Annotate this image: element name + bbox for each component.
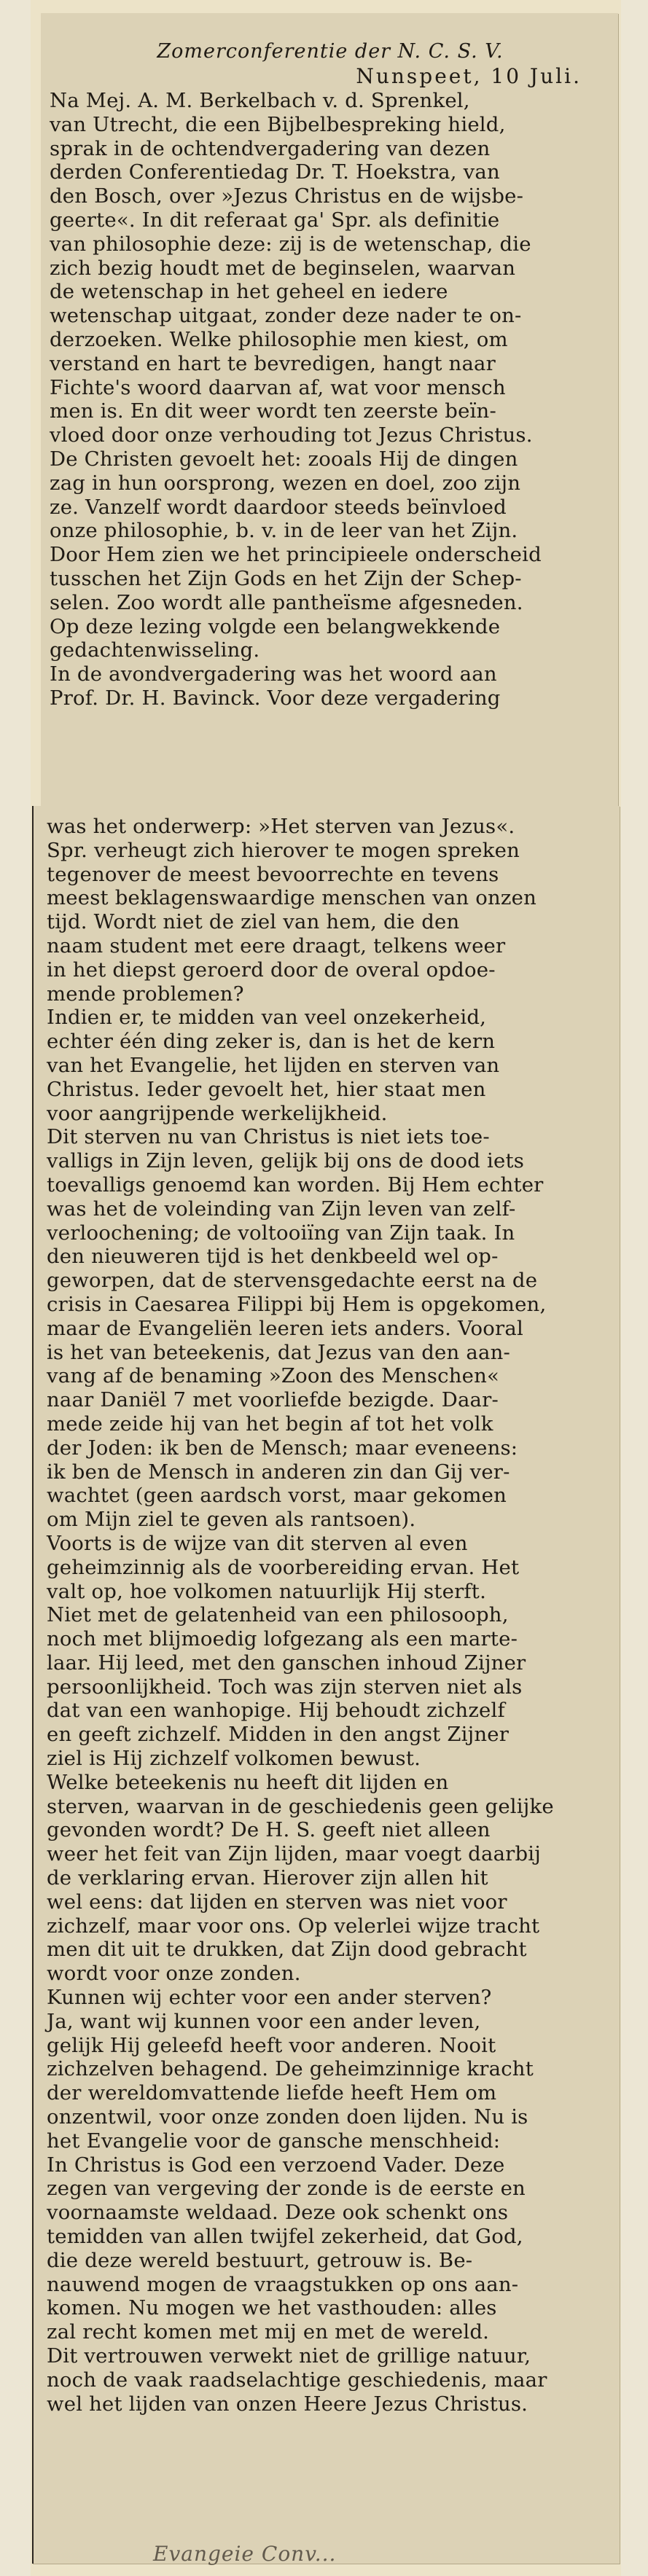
text-line: sterven, waarvan in de geschiedenis geen gelijke bbox=[47, 1794, 554, 1818]
text-line: crisis in Caesarea Filippi bij Hem is opgekomen, bbox=[47, 1292, 547, 1316]
text-line: tegenover de meest bevoorrechte en tevens bbox=[47, 862, 499, 886]
text-line: Prof. Dr. H. Bavinck. Voor deze vergadering bbox=[50, 686, 501, 710]
clipping-bottom-text bbox=[34, 806, 620, 2416]
text-line: maar de Evangeliën leeren iets anders. Vooral bbox=[47, 1316, 523, 1340]
text-line: geerte«. In dit referaat ga' Spr. als definitie bbox=[50, 208, 500, 232]
text-line: men dit uit te drukken, dat Zijn dood gebracht bbox=[47, 1938, 527, 1962]
text-line: onze philosophie, b. v. in de leer van het Zijn. bbox=[50, 519, 518, 543]
text-line: toevalligs genoemd kan worden. Bij Hem echter bbox=[47, 1172, 544, 1197]
text-line: zegen van vergeving der zonde is de eerste en bbox=[47, 2177, 526, 2201]
article-part-1 bbox=[50, 89, 611, 710]
text-line: in het diepst geroerd door de overal opdoe- bbox=[47, 958, 496, 982]
text-line: tusschen het Zijn Gods en het Zijn der Schep- bbox=[50, 566, 522, 590]
text-line: persoonlijkheid. Toch was zijn sterven niet als bbox=[47, 1675, 523, 1699]
text-line: wachtet (geen aardsch vorst, maar gekomen bbox=[47, 1484, 507, 1508]
text-line: wel eens: dat lijden en sterven was niet voor bbox=[47, 1890, 507, 1914]
text-line: is het van beteekenis, dat Jezus van den aan- bbox=[47, 1340, 510, 1364]
text-line: naar Daniël 7 met voorliefde bezigde. Daar- bbox=[47, 1388, 499, 1412]
text-line: sprak in de ochtendvergadering van dezen bbox=[50, 136, 491, 160]
text-line: ze. Vanzelf wordt daardoor steeds beïnvloed bbox=[50, 495, 507, 519]
text-line: wel het lijden van onzen Heere Jezus Christus. bbox=[47, 2392, 528, 2416]
text-line: Kunnen wij echter voor een ander sterven? bbox=[47, 1986, 492, 2010]
text-line: Op deze lezing volgde een belangwekkende bbox=[50, 614, 501, 638]
text-line: zichzelf, maar voor ons. Op velerlei wijze tracht bbox=[47, 1914, 540, 1938]
text-line: noch met blijmoedig lofgezang als een marte- bbox=[47, 1627, 518, 1651]
text-line: temidden van allen twijfel zekerheid, dat God, bbox=[47, 2225, 523, 2249]
text-line: geworpen, dat de stervensgedachte eerst na de bbox=[47, 1269, 538, 1293]
text-line: Welke beteekenis nu heeft dit lijden en bbox=[47, 1770, 449, 1794]
text-line: wordt voor onze zonden. bbox=[47, 1962, 301, 1986]
text-line: van Utrecht, die een Bijbelbespreking hield, bbox=[50, 112, 506, 136]
text-line: verloochening; de voltooiïng van Zijn taak. In bbox=[47, 1221, 515, 1245]
text-line: van het Evangelie, het lijden en sterven van bbox=[47, 1053, 500, 1077]
text-line: zich bezig houdt met de beginselen, waarvan bbox=[50, 256, 516, 280]
text-line: Dit sterven nu van Christus is niet iets toe- bbox=[47, 1125, 490, 1149]
text-line: De Christen gevoelt het: zooals Hij de dingen bbox=[50, 447, 518, 471]
text-line: vloed door onze verhouding tot Jezus Christus. bbox=[50, 423, 533, 447]
text-line: Niet met de gelatenheid van een philosooph, bbox=[47, 1603, 509, 1627]
text-line: tijd. Wordt niet de ziel van hem, die den bbox=[47, 910, 460, 934]
text-line: der wereldomvattende liefde heeft Hem om bbox=[47, 2081, 497, 2105]
clipping-bottom bbox=[32, 806, 620, 2564]
text-line: ik ben de Mensch in anderen zin dan Gij ver- bbox=[47, 1460, 510, 1484]
article-part-2 bbox=[47, 815, 612, 2416]
text-line: gelijk Hij geleefd heeft voor anderen. Nooit bbox=[47, 2033, 496, 2057]
text-line: meest beklagenswaardige menschen van onzen bbox=[47, 886, 536, 910]
text-line: valt op, hoe volkomen natuurlijk Hij sterft. bbox=[47, 1579, 487, 1603]
text-line: den Bosch, over »Jezus Christus en de wijsbe- bbox=[50, 184, 524, 208]
text-line: weer het feit van Zijn lijden, maar voegt daarbij bbox=[47, 1842, 542, 1866]
text-line: dat van een wanhopige. Hij behoudt zichzelf bbox=[47, 1699, 505, 1723]
dateline: Nunspeet, 10 Juli. bbox=[356, 64, 582, 88]
text-line: derden Conferentiedag Dr. T. Hoekstra, van bbox=[50, 160, 500, 184]
text-line: Door Hem zien we het principieele onderscheid bbox=[50, 543, 542, 567]
text-line: ziel is Hij zichzelf volkomen bewust. bbox=[47, 1747, 421, 1771]
text-line: vang af de benaming »Zoon des Menschen« bbox=[47, 1364, 500, 1388]
text-line: mende problemen? bbox=[47, 982, 244, 1006]
text-line: laar. Hij leed, met den ganschen inhoud Zijner bbox=[47, 1651, 526, 1675]
text-line: valligs in Zijn leven, gelijk bij ons de dood iets bbox=[47, 1149, 525, 1173]
text-line: Ja, want wij kunnen voor een ander leven, bbox=[47, 2009, 481, 2033]
text-line: Spr. verheugt zich hierover te mogen spreken bbox=[47, 838, 520, 862]
text-line: voornaamste weldaad. Deze ook schenkt ons bbox=[47, 2201, 509, 2225]
text-line: zal recht komen met mij en met de wereld. bbox=[47, 2320, 490, 2344]
article-heading: Zomerconferentie der N. C. S. V. bbox=[157, 40, 504, 63]
text-line: en geeft zichzelf. Midden in den angst Zijner bbox=[47, 1723, 510, 1747]
clipping-top-text bbox=[41, 13, 618, 710]
text-line: zichzelven behagend. De geheimzinnige kracht bbox=[47, 2057, 534, 2081]
text-line: selen. Zoo wordt alle pantheïsme afgesneden. bbox=[50, 590, 523, 614]
text-line: nauwend mogen de vraagstukken op ons aan- bbox=[47, 2272, 519, 2296]
text-line: Fichte's woord daarvan af, wat voor mensch bbox=[50, 375, 506, 399]
text-line: de wetenschap in het geheel en iedere bbox=[50, 280, 448, 304]
text-line: den nieuweren tijd is het denkbeeld wel op- bbox=[47, 1245, 499, 1269]
text-line: derzoeken. Welke philosophie men kiest, om bbox=[50, 327, 508, 351]
text-line: was het onderwerp: »Het sterven van Jezus«. bbox=[47, 815, 515, 838]
text-line: men is. En dit weer wordt ten zeerste beïn- bbox=[50, 399, 496, 423]
text-line: gedachtenwisseling. bbox=[50, 638, 260, 662]
text-line: echter één ding zeker is, dan is het de kern bbox=[47, 1030, 496, 1054]
text-line: der Joden: ik ben de Mensch; maar eveneens: bbox=[47, 1436, 518, 1460]
text-line: die deze wereld bestuurt, getrouw is. Be- bbox=[47, 2248, 473, 2272]
text-line: Dit vertrouwen verwekt niet de grillige natuur, bbox=[47, 2344, 531, 2368]
text-line: Indien er, te midden van veel onzekerheid, bbox=[47, 1006, 487, 1030]
text-line: In Christus is God een verzoend Vader. Deze bbox=[47, 2153, 505, 2177]
torn-footer-text: Evangeie Conv... bbox=[153, 2542, 337, 2566]
text-line: verstand en hart te bevredigen, hangt naar bbox=[50, 351, 496, 375]
text-line: onzentwil, voor onze zonden doen lijden. Nu is bbox=[47, 2105, 528, 2129]
text-line: geheimzinnig als de voorbereiding ervan. Het bbox=[47, 1555, 520, 1579]
text-line: het Evangelie voor de gansche menschheid: bbox=[47, 2129, 501, 2153]
text-line: de verklaring ervan. Hierover zijn allen hit bbox=[47, 1866, 488, 1890]
text-line: om Mijn ziel te geven als rantsoen). bbox=[47, 1508, 416, 1532]
text-line: zag in hun oorsprong, wezen en doel, zoo zijn bbox=[50, 471, 521, 495]
text-line: Na Mej. A. M. Berkelbach v. d. Sprenkel, bbox=[50, 89, 470, 112]
text-line: wetenschap uitgaat, zonder deze nader te on- bbox=[50, 304, 522, 328]
text-line: In de avondvergadering was het woord aan bbox=[50, 662, 497, 686]
text-line: naam student met eere draagt, telkens weer bbox=[47, 933, 506, 958]
text-line: mede zeide hij van het begin af tot het volk bbox=[47, 1412, 493, 1436]
text-line: noch de vaak raadselachtige geschiedenis, maar bbox=[47, 2368, 547, 2392]
text-line: van philosophie deze: zij is de wetenschap, die bbox=[50, 232, 531, 256]
text-line: komen. Nu mogen we het vasthouden: alles bbox=[47, 2296, 497, 2320]
text-line: Voorts is de wijze van dit sterven al even bbox=[47, 1531, 468, 1555]
clipping-top bbox=[41, 13, 618, 809]
text-line: was het de voleinding van Zijn leven van zelf- bbox=[47, 1197, 516, 1221]
text-line: gevonden wordt? De H. S. geeft niet alleen bbox=[47, 1818, 491, 1842]
text-line: Christus. Ieder gevoelt het, hier staat men bbox=[47, 1077, 486, 1101]
text-line: voor aangrijpende werkelijkheid. bbox=[47, 1101, 388, 1125]
